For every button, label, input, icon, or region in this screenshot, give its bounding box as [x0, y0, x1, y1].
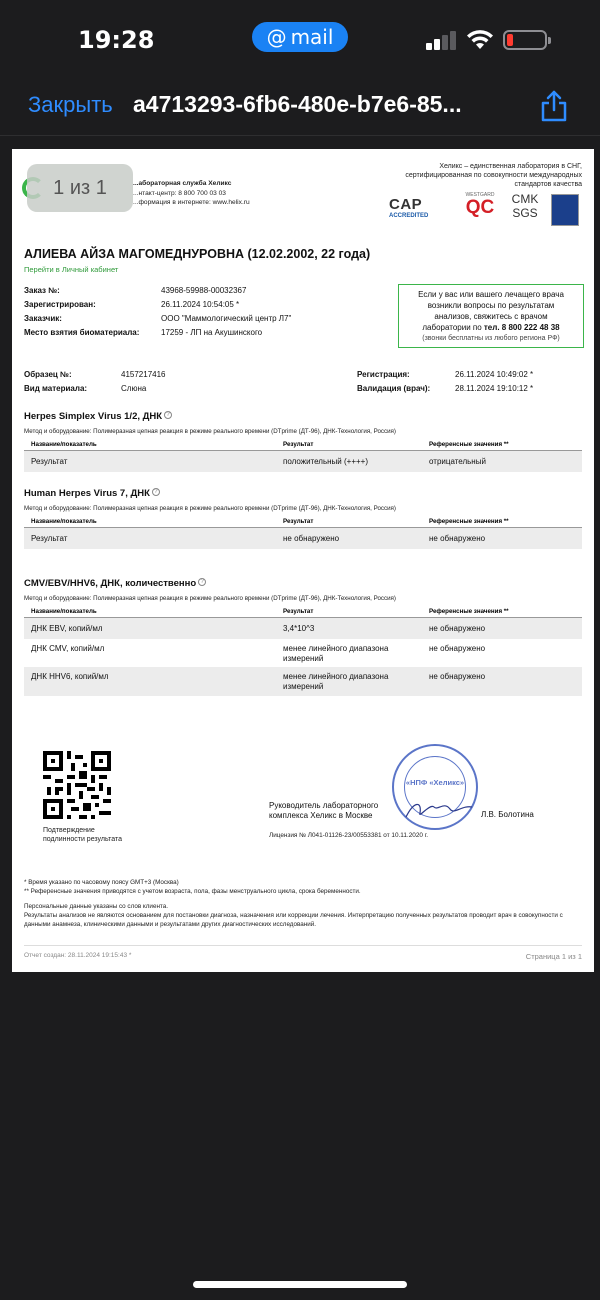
cmk-sgs-logo: CMK SGS [511, 192, 539, 220]
page-indicator: 1 из 1 [27, 164, 133, 212]
personal-cabinet-link[interactable]: Перейти в Личный кабинет [24, 265, 119, 274]
section-title-hhv7: Human Herpes Virus 7, ДНК ? [24, 488, 160, 499]
lab-report-page[interactable] [12, 149, 594, 972]
section-method: Метод и оборудование: Полимеразная цепная реакция в режиме реального времени (DTprime (ДТ-96), ДНК-Технология, Россия) [24, 595, 396, 602]
license-text: Лицензия № Л041-01126-23/00553381 от 10.11.2020 г. [269, 832, 429, 839]
report-created-date: Отчет создан: 28.11.2024 19:15:43 * [24, 952, 132, 959]
table-row: Результат не обнаружено не обнаружено [24, 528, 582, 549]
mail-indicator-pill[interactable] [252, 22, 348, 52]
table-header: Название/показатель Результат Референсные значения ** [24, 441, 582, 451]
document-title: a4713293-6fb6-480e-b7e6-85... [133, 91, 462, 117]
patient-name: АЛИЕВА АЙЗА МАГОМЕДНУРОВНА (12.02.2002, 22 года) [24, 247, 371, 261]
clock: 19:28 [78, 26, 155, 54]
global-standard-badge-icon [551, 194, 579, 226]
contact-doctor-box: Если у вас или вашего лечащего врача возникли вопросы по результатам анализов, свяжитесь с врачом лаборатории по тел. 8 800 222 48 38 (звонки бесплатны из любого региона РФ) [398, 284, 584, 348]
sample-details: Образец №: 4157217416 Вид материала: Слюна [24, 370, 166, 393]
status-bar [0, 0, 600, 80]
table-row: Результат положительный (++++) отрицательный [24, 451, 582, 472]
certification-logos [389, 192, 584, 226]
mail-pill-label: mail [290, 25, 334, 49]
page-number: Страница 1 из 1 [525, 952, 582, 961]
section-method: Метод и оборудование: Полимеразная цепная реакция в режиме реального времени (DTprime (ДТ-96), ДНК-Технология, Россия) [24, 428, 396, 435]
qr-caption: Подтверждение подлинности результата [43, 827, 122, 843]
table-header: Название/показатель Результат Референсные значения ** [24, 608, 582, 618]
signer-name: Л.В. Болотина [481, 810, 534, 819]
battery-icon [503, 30, 547, 50]
table-row: ДНК HHV6, копий/мл менее линейного диапазона измерений не обнаружено [24, 667, 582, 696]
close-button[interactable]: Закрыть [28, 92, 113, 117]
at-icon: @ [266, 25, 287, 49]
table-header: Название/показатель Результат Референсные значения ** [24, 518, 582, 528]
info-icon[interactable]: ? [152, 488, 160, 496]
westgard-qc-logo: WESTGARD QC [465, 192, 495, 218]
lab-phone-number[interactable]: тел. 8 800 222 48 38 [483, 323, 560, 332]
lab-stamp-icon: «НПФ «Хеликс» [392, 744, 478, 830]
cap-accredited-logo: CAP ACCREDITED [389, 196, 429, 219]
results-table [24, 518, 582, 549]
cellular-signal-icon [426, 30, 458, 50]
share-icon[interactable] [540, 90, 568, 122]
wifi-icon [466, 28, 494, 50]
lab-name: ...абораторная служба Хеликс [133, 180, 232, 187]
lab-head-title: Руководитель лабораторного комплекса Хеликс в Москве [269, 801, 379, 820]
qr-code-icon[interactable] [43, 751, 111, 819]
info-icon[interactable]: ? [164, 411, 172, 419]
home-indicator[interactable] [193, 1281, 407, 1288]
table-row: ДНК CMV, копий/мл менее линейного диапазона измерений не обнаружено [31, 644, 486, 663]
footnotes: * Время указано по часовому поясу GMT+3 (Москва) ** Референсные значения приводятся с учетом возраста, пола, фазы менструального цикла, срока беременности. Персональные данные указаны со слов клиента. Результаты анализов не являются основанием для постановки диагноза, назначения или коррекции лечения. Интерпретацию полученных результатов проводит врач в совокупности с данными анамнеза, клиническими данными и результатами других диагностических исследований. [24, 879, 563, 928]
results-table [24, 441, 582, 472]
certification-claim: Хеликс – единственная лаборатория в СНГ, сертифицированная по совокупности международных стандартов качества [405, 163, 582, 188]
lab-phone: ...нтакт-центр: 8 800 700 03 03 [133, 189, 226, 197]
signature-icon [404, 797, 474, 821]
section-method: Метод и оборудование: Полимеразная цепная реакция в режиме реального времени (DTprime (ДТ-96), ДНК-Технология, Россия) [24, 505, 396, 512]
date-details: Регистрация: 26.11.2024 10:49:02 * Валидация (врач): 28.11.2024 19:10:12 * [357, 370, 534, 393]
footer-divider [24, 945, 582, 946]
results-table [24, 608, 582, 696]
viewer-navbar [0, 80, 600, 136]
section-title-hsv: Herpes Simplex Virus 1/2, ДНК ? [24, 411, 172, 422]
section-title-cmv-ebv-hhv6: CMV/EBV/HHV6, ДНК, количественно ? [24, 578, 206, 589]
info-icon[interactable]: ? [198, 578, 206, 586]
table-row: ДНК EBV, копий/мл 3,4*10^3 не обнаружено [24, 618, 582, 639]
lab-website: ...формация в интернете: www.helix.ru [133, 199, 250, 206]
lab-header [133, 179, 250, 208]
order-details: Заказ №: 43968-59988-00032367 Зарегистрирован: 26.11.2024 10:54:05 * Заказчик: ООО "Маммологический центр Л7" Место взятия биоматериала: 17259 - ЛП на Акушинского [24, 286, 292, 337]
